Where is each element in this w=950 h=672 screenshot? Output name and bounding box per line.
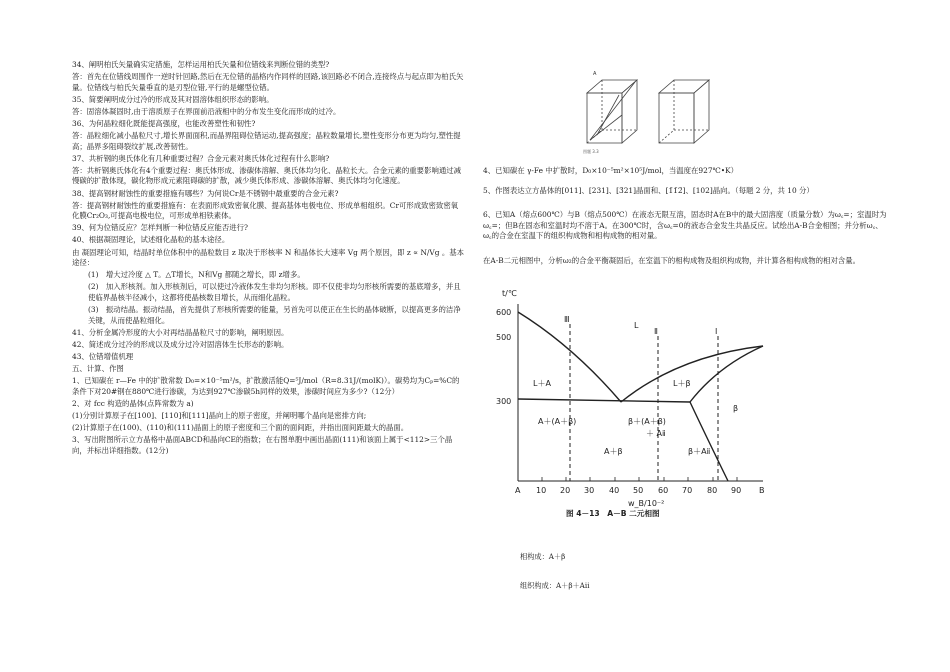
x-tick-20: 20: [560, 486, 571, 495]
x-tick-80: 80: [707, 486, 718, 495]
region-a-beta: A＋β: [604, 447, 623, 456]
left-text-line: 38、提高钢材耐蚀性的重要措施有哪些？为何说Cr是不锈钢中最重要的合金元素?: [72, 188, 339, 198]
region-beta-eut: β＋(A＋β): [628, 417, 666, 426]
region-l-beta: L＋β: [673, 379, 691, 388]
y-tick-300: 300: [496, 397, 512, 406]
alloy-line-ii: Ⅱ: [654, 327, 658, 336]
left-text-line: 37、共析钢的奥氏体化有几种重要过程？合金元素对奥氏体化过程有什么影响?: [72, 153, 330, 163]
left-text-line: 1、已知碳在 r—Fe 中的扩散常数 D₀=×10⁻⁵m²/s，扩散激活能Q=⁵J/mol（R=8.31J/(molK)）。碳势均为Cₚ=%C的条件下对20#钢在880℃进行渗碳，为达到927℃渗碳5h同样的效果，渗碳时间应为多少?（12分）: [72, 376, 460, 396]
left-text-line: 42、简述成分过冷的形成以及成分过冷对固溶体生长形态的影响。: [72, 339, 289, 349]
left-text-line: 答：固溶体凝固时,由于溶质原子在界面前沿液相中的分布发生变化而形成的过冷。: [72, 106, 341, 116]
left-text-line: (3) 振动结晶。振动结晶，首先提供了形核所需要的能量，另首先可以使正在生长的晶体破断，以提高更多的洁净关键，从而使晶粒细化。: [88, 304, 461, 325]
y-axis-label: t/℃: [502, 289, 517, 298]
x-tick-70: 70: [682, 486, 693, 495]
question-6b: 在A-B二元相图中，分析ω₂的合金平衡凝固后，在室温下的相构成物及组织构成物，并计算各相构成物的相对含量。: [483, 256, 861, 265]
region-l-a: L＋A: [533, 379, 551, 388]
alloy-line-iii: Ⅲ: [564, 315, 570, 324]
x-tick-30: 30: [584, 486, 595, 495]
x-tick-10: 10: [536, 486, 547, 495]
x-tick-60: 60: [658, 486, 669, 495]
region-beta: β: [733, 404, 739, 413]
region-l: L: [634, 321, 639, 330]
y-tick-600: 600: [496, 308, 512, 317]
left-text-line: 43、位错增值机理: [72, 351, 134, 361]
left-text-line: (2)计算原子在(100)、(110)和(111)晶面上的原子密度和三个面的面间距，并指出面间距最大的晶面。: [72, 422, 409, 432]
structure-constituents: 组织构成：A＋β＋Aⅱ: [520, 581, 590, 590]
region-beta-eut-sub: ＋ Aⅱ: [646, 429, 666, 438]
x-axis-label: w_B/10⁻²: [628, 499, 665, 508]
left-text-line: (1)分别计算原子在[100]、[110]和[111]晶向上的原子密度，并阐明哪个晶向是密排方向;: [72, 410, 367, 420]
left-text-line: 五、计算、作图: [72, 363, 124, 373]
left-text-line: 3、写出附图所示立方晶格中晶面ABCD和晶向CE的指数；在右图单胞中画出晶面(111)和该面上属于<112>三个晶向，并标出详细指数。(12分): [72, 435, 453, 455]
phase-diagram: [478, 286, 778, 522]
left-text-line: (2) 加入形核剂。加入形核剂后，可以使过冷液体发生非均匀形核。即不仅使非均匀形核所需要的基底增多，并且使临界晶核半径减小，这都将使晶核数目增长，从而细化晶粒。: [88, 282, 461, 302]
left-text-line: 答：首先在位错线周围作一逆时针回路,然后在无位错的晶格内作同样的回路,该回路必不闭合,连接终点与起点即为柏氏矢量。位错线与柏氏矢量垂直的是刃型位错,平行的是螺型位错。: [72, 72, 464, 92]
left-text-line: 34、阐明柏氏矢量确实定措施，怎样运用柏氏矢量和位错线来判断位错的类型?: [72, 60, 330, 69]
cube-caption: 图题 3.3: [583, 149, 599, 154]
phase-diagram-caption: 图 4－13 A－B 二元相图: [566, 509, 660, 518]
left-text-line: 35、简要阐明成分过冷的形成及其对固溶体组织形态的影响。: [72, 94, 274, 104]
x-tick-a: A: [515, 486, 521, 495]
left-text-line: 答：晶粒细化减小晶粒尺寸,增长界面面积,而晶界阻碍位错运动,提高强度；晶粒数量增长,塑性变形分布更为均匀,塑性提高；晶界多阻碍裂纹扩展,改善韧性。: [72, 131, 461, 151]
left-text-line: 由 凝固理论可知，结晶时单位体积中的晶粒数目 z 取决于形核率 N 和晶体长大速率 Vg 两个原因，即 z ∝ N/Vg 。基本途径：: [72, 247, 464, 268]
region-a-eut: A＋(A＋β): [538, 417, 577, 426]
left-text-line: 39、何为位错反应？怎样判断一种位错反应能否进行?: [72, 223, 248, 233]
alloy-line-i: Ⅰ: [715, 327, 718, 336]
left-text-line: 36、为何晶粒细化既能提高强度，也能改善塑性和韧性?: [72, 118, 256, 128]
left-text-line: 40、根据凝固理论，试述细化晶粒的基本途径。: [72, 235, 230, 245]
left-text-line: 2、对 fcc 构造的晶体(点阵常数为 a): [72, 398, 194, 408]
cube-figure: [577, 55, 725, 160]
left-text-line: 答：共析钢奥氏体化有4个重要过程：奥氏体形成、渗碳体溶解、奥氏体均匀化、晶粒长大。合金元素的重要影响通过减慢碳的扩散体现，碳化物形成元素阻碍碳的扩散，减少奥氏体形成、渗碳体溶解、奥氏体均匀化速度。: [72, 165, 462, 186]
x-tick-50: 50: [633, 486, 644, 495]
x-tick-b: B: [759, 486, 765, 495]
x-tick-40: 40: [609, 486, 620, 495]
left-column: [72, 60, 464, 458]
left-text-line: (1) 增大过冷度 △ T。△T增长，N和Vg 都随之增长，即 z增多。: [88, 270, 305, 280]
region-beta-aii: β＋Aⅱ: [688, 447, 711, 456]
left-text-line: 答：提高钢材耐蚀性的重要措施有：在表面形成致密氧化膜、提高基体电极电位、形成单相组织。Cr可形成致密致密氧化膜Cr₂O₃,可提高电极电位，可形成单相铁素体。: [72, 200, 459, 221]
question-6a: 6、已知A（熔点600℃）与B（熔点500℃）在液态无限互溶，固态时A在B中的最大固溶度（质量分数）为ω꜀=；室温时为ω꜀=；但B在固态和室温时均不溶于A。在300℃时，含ω꜀=0的液态合金发生共晶反应。试绘出A-B合金相图；并分析ω꜀、ω꜀的合金在室温下的组织构成物和相构成物的相对量。: [483, 210, 887, 241]
question-4: 4、已知碳在 γ-Fe 中扩散时，D₀×10⁻⁵m²×10⁵J/mol，当温度在927℃•K）: [483, 166, 739, 175]
x-tick-90: 90: [731, 486, 742, 495]
question-5: 5、作图表达立方晶体的[011]、[231]、[3̄21]晶面和、[1̄1̄2̄]、[102]晶向。（每题 2 分，共 10 分）: [483, 186, 814, 195]
y-tick-500: 500: [496, 333, 512, 342]
phase-constituents: 相构成：A＋β: [520, 552, 566, 561]
cube-label: A: [593, 71, 597, 77]
left-text-line: 41、分析金属冷形度的大小对再结晶晶粒尺寸的影响，阐明原因。: [72, 327, 289, 337]
